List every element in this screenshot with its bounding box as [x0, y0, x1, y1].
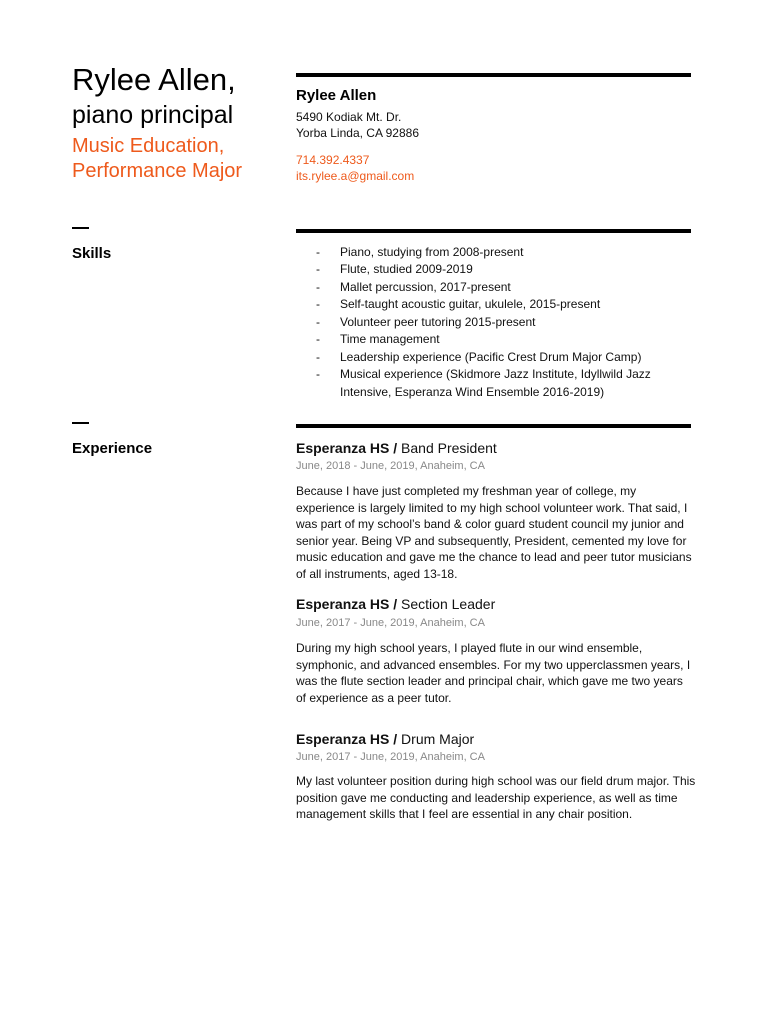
job-separator: /: [393, 596, 398, 612]
job-description: Because I have just completed my freshman year of college, my experience is largely limited to my high school volunteer work. That said, I was part of my school’s band & color guard student council my junior and senior year. Being VP and subsequently, President, cemented my love for music education and gave me the chance to lead and peer tutor musicians of all instruments, aged 13-18.: [296, 484, 692, 581]
job-org: Esperanza HS: [296, 731, 390, 747]
skill-text: Self-taught acoustic guitar, ukulele, 2015-present: [340, 297, 601, 311]
skill-text: Musical experience (Skidmore Jazz Institute, Idyllwild Jazz: [340, 367, 651, 381]
job-description: During my high school years, I played flute in our wind ensemble, symphonic, and advanced ensembles. For my two upperclassmen years, I was the flute section leader and principal chair, which gave me two years of experience as a peer tutor.: [296, 641, 691, 705]
contact-rule: [296, 73, 691, 77]
resume-name: Rylee Allen,: [72, 62, 236, 97]
bullet-dash: -: [316, 315, 320, 329]
contact-name: Rylee Allen: [296, 87, 377, 104]
skill-text: Intensive, Esperanza Wind Ensemble 2016-2019): [340, 385, 605, 399]
job-org: Esperanza HS: [296, 440, 390, 456]
job-title: [296, 596, 495, 612]
skill-text: Volunteer peer tutoring 2015-present: [340, 315, 536, 329]
resume-role: piano principal: [72, 101, 234, 129]
skill-text: Time management: [340, 332, 440, 346]
job-position: Drum Major: [401, 731, 475, 747]
skills-rule: [296, 229, 691, 233]
contact-address-line1: 5490 Kodiak Mt. Dr.: [296, 110, 402, 124]
resume-subtitle-line2: Performance Major: [72, 160, 243, 182]
bullet-dash: -: [316, 245, 320, 259]
skill-text: Flute, studied 2009-2019: [340, 262, 473, 276]
resume-subtitle-line1: Music Education,: [72, 135, 225, 157]
bullet-dash: -: [316, 332, 320, 346]
bullet-dash: -: [316, 297, 320, 311]
bullet-dash: -: [316, 262, 320, 276]
bullet-dash: -: [316, 350, 320, 364]
job-position: Section Leader: [401, 596, 496, 612]
job-date: June, 2018 - June, 2019, Anaheim, CA: [296, 460, 485, 472]
contact-email[interactable]: its.rylee.a@gmail.com: [296, 169, 415, 183]
job-position: Band President: [401, 440, 497, 456]
job-title: [296, 731, 474, 747]
job-org: Esperanza HS: [296, 596, 390, 612]
skills-heading: Skills: [72, 245, 112, 262]
bullet-dash: -: [316, 280, 320, 294]
contact-phone: 714.392.4337: [296, 153, 370, 167]
skill-text: Leadership experience (Pacific Crest Drum Major Camp): [340, 350, 642, 364]
experience-rule: [296, 424, 691, 428]
contact-address-line2: Yorba Linda, CA 92886: [296, 126, 419, 140]
job-separator: /: [393, 440, 398, 456]
job-date: June, 2017 - June, 2019, Anaheim, CA: [296, 617, 485, 629]
experience-short-rule: [72, 422, 89, 424]
job-title: [296, 440, 497, 456]
job-description: My last volunteer position during high school was our field drum major. This position gave me conducting and leadership experience, as well as time management skills that I feel are essential in any chair position.: [296, 774, 696, 821]
skills-short-rule: [72, 227, 89, 229]
job-date: June, 2017 - June, 2019, Anaheim, CA: [296, 751, 485, 763]
experience-heading: Experience: [72, 440, 153, 457]
skill-text: Piano, studying from 2008-present: [340, 245, 524, 259]
skill-text: Mallet percussion, 2017-present: [340, 280, 511, 294]
bullet-dash: -: [316, 367, 320, 381]
job-separator: /: [393, 731, 398, 747]
